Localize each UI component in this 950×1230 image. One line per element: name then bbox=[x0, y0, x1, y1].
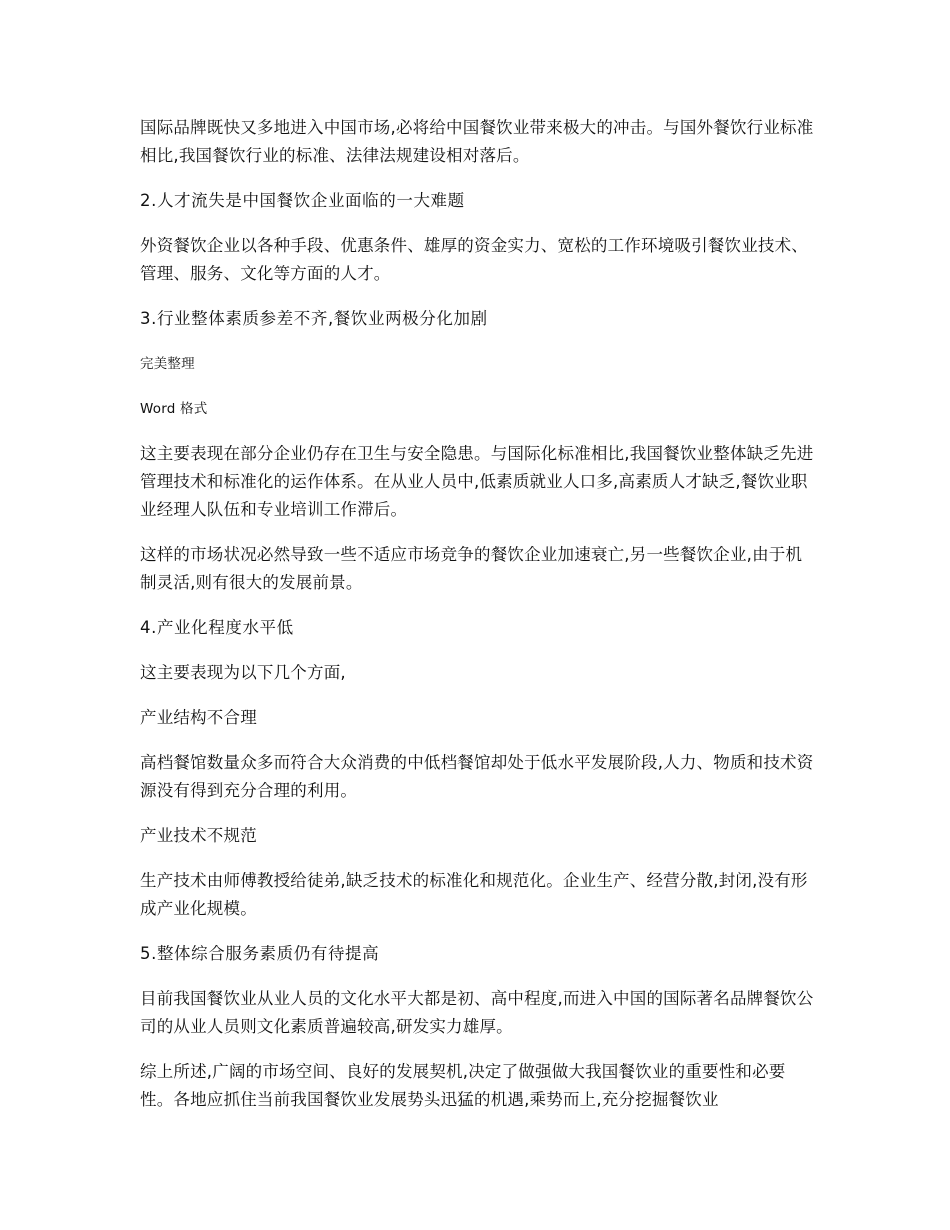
paragraph-foreign-firms: 外资餐饮企业以各种手段、优惠条件、雄厚的资金实力、宽松的工作环境吸引餐饮业技术、管理、服务、文化等方面的人才。 bbox=[140, 236, 808, 283]
paragraph-restaurant-tiers: 高档餐馆数量众多而符合大众消费的中低档餐馆却处于低水平发展阶段,人力、物质和技术资源没有得到充分合理的利用。 bbox=[140, 753, 814, 800]
paragraph-market-conditions: 这样的市场状况必然导致一些不适应市场竞争的餐饮企业加速衰亡,另一些餐饮企业,由于机制灵活,则有很大的发展前景。 bbox=[140, 545, 803, 592]
paragraph-aspects-intro: 这主要表现为以下几个方面, bbox=[140, 663, 346, 682]
watermark-note-organized: 完美整理 bbox=[140, 356, 195, 372]
heading-industrialization: 4.产业化程度水平低 bbox=[140, 618, 294, 637]
watermark-note-word-format: Word 格式 bbox=[140, 401, 208, 417]
paragraph-intl-brands: 国际品牌既快又多地进入中国市场,必将给中国餐饮业带来极大的冲击。与国外餐饮行业标准相比,我国餐饮行业的标准、法律法规建设相对落后。 bbox=[140, 118, 814, 165]
paragraph-conclusion: 综上所述,广阔的市场空间、良好的发展契机,决定了做强做大我国餐饮业的重要性和必要性。各地应抓住当前我国餐饮业发展势头迅猛的机遇,乘势而上,充分挖掘餐饮业 bbox=[140, 1062, 786, 1109]
paragraph-hygiene-safety: 这主要表现在部分企业仍存在卫生与安全隐患。与国际化标准相比,我国餐饮业整体缺乏先进管理技术和标准化的运作体系。在从业人员中,低素质就业人口多,高素质人才缺乏,餐饮业职业经理人队伍和专业培训工作滞后。 bbox=[140, 444, 814, 519]
paragraph-education-level: 目前我国餐饮业从业人员的文化水平大都是初、高中程度,而进入中国的国际著名品牌餐饮公司的从业人员则文化素质普遍较高,研发实力雄厚。 bbox=[140, 989, 814, 1036]
subheading-structure: 产业结构不合理 bbox=[140, 708, 257, 727]
paragraph-apprenticeship: 生产技术由师傅教授给徒弟,缺乏技术的标准化和规范化。企业生产、经营分散,封闭,没有形成产业化规模。 bbox=[140, 871, 808, 918]
heading-industry-quality: 3.行业整体素质参差不齐,餐饮业两极分化加剧 bbox=[140, 309, 488, 328]
document-body bbox=[140, 114, 816, 1131]
heading-service-quality: 5.整体综合服务素质仍有待提高 bbox=[140, 944, 380, 963]
subheading-technology: 产业技术不规范 bbox=[140, 826, 257, 845]
heading-talent-loss: 2.人才流失是中国餐饮企业面临的一大难题 bbox=[140, 191, 465, 210]
